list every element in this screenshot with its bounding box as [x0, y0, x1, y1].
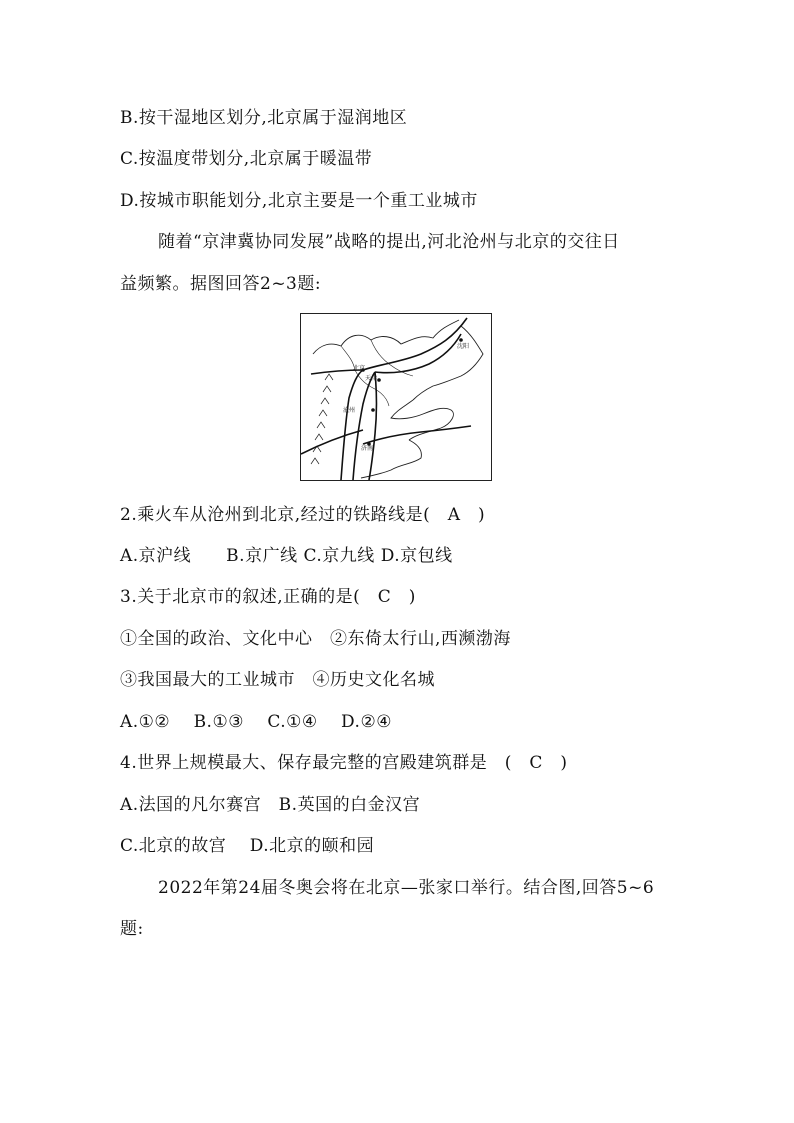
question-3: 3.关于北京市的叙述,正确的是( C ) — [120, 587, 416, 607]
question-2: 2.乘火车从沧州到北京,经过的铁路线是( A ) — [120, 505, 486, 525]
intro-q5-q6-line2: 题: — [120, 919, 144, 939]
question-2-options: A.京沪线 B.京广线 C.京九线 D.京包线 — [120, 546, 453, 566]
question-3-options: A.①② B.①③ C.①④ D.②④ — [120, 712, 392, 732]
railway-map — [300, 313, 492, 481]
question-4-options-cd: C.北京的故宫 D.北京的颐和园 — [120, 836, 375, 856]
question-4: 4.世界上规模最大、保存最完整的宫殿建筑群是 ( C ) — [120, 753, 568, 773]
railway-map-drawing — [301, 314, 491, 480]
map-label-tianjin: 天津 — [365, 375, 378, 382]
intro-q2-q3-line1: 随着“京津冀协同发展”战略的提出,河北沧州与北京的交往日 — [158, 232, 620, 252]
question-3-statements-1-2: ①全国的政治、文化中心 ②东倚太行山,西濒渤海 — [120, 629, 511, 649]
map-label-jinan: 济南 — [361, 445, 374, 452]
option-b-text: B.按干湿地区划分,北京属于湿润地区 — [120, 108, 408, 128]
intro-q2-q3-line2: 益频繁。据图回答2~3题: — [120, 274, 322, 294]
question-4-options-ab: A.法国的凡尔赛宫 B.英国的白金汉宫 — [120, 795, 421, 815]
question-3-statements-3-4: ③我国最大的工业城市 ④历史文化名城 — [120, 670, 435, 690]
option-c-text: C.按温度带划分,北京属于暖温带 — [120, 149, 373, 169]
map-label-shenyang: 沈阳 — [457, 343, 470, 350]
option-d-text: D.按城市职能划分,北京主要是一个重工业城市 — [120, 191, 478, 211]
intro-q5-q6-line1: 2022年第24届冬奥会将在北京—张家口举行。结合图,回答5~6 — [158, 878, 655, 898]
map-label-cangzhou: 沧州 — [343, 407, 356, 414]
map-label-beijing: 北京 — [353, 365, 366, 372]
